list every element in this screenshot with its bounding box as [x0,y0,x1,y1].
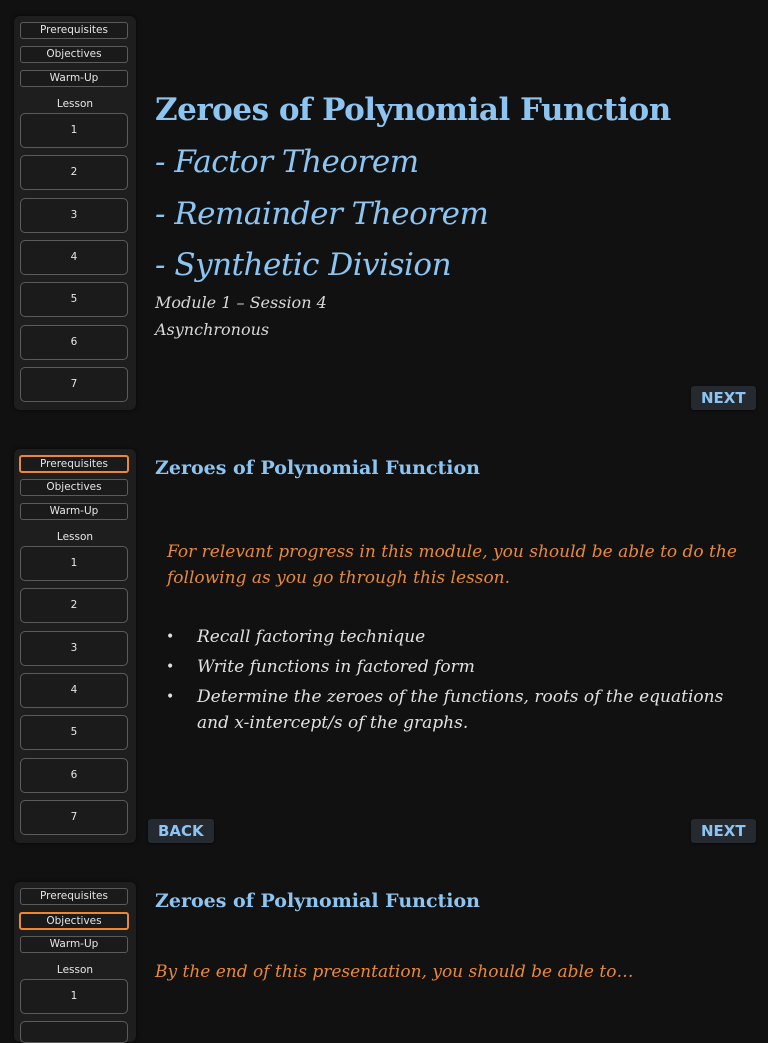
section-heading: Zeroes of Polynomial Function [155,457,480,479]
lesson-label: Lesson [56,964,94,976]
next-button[interactable]: NEXT [691,386,756,410]
bullet-icon: • [166,629,175,645]
nav-objectives-button[interactable]: Objectives [20,479,128,496]
sidebar-nav [14,882,136,1042]
section-heading: Zeroes of Polynomial Function [155,890,480,912]
nav-prerequisites-button[interactable]: Prerequisites [20,888,128,905]
module-session-text: Module 1 – Session 4 [155,293,327,312]
lesson-7-button[interactable]: 7 [20,800,128,835]
lesson-2-button[interactable] [20,1021,128,1043]
sidebar-nav [14,449,136,843]
lesson-5-button[interactable]: 5 [20,282,128,317]
lesson-6-button[interactable]: 6 [20,325,128,360]
nav-warmup-button[interactable]: Warm-Up [20,70,128,87]
subtitle-remainder-theorem: - Remainder Theorem [155,196,489,232]
sidebar-nav [14,16,136,410]
prerequisites-intro: For relevant progress in this module, you should be able to do the following as you go through this lesson. [167,542,737,588]
lesson-2-button[interactable]: 2 [20,155,128,190]
slide-title [0,0,768,433]
list-item: • Recall factoring technique [166,624,746,650]
delivery-mode-text: Asynchronous [155,320,270,339]
nav-prerequisites-button[interactable]: Prerequisites [20,22,128,39]
list-item: • Determine the zeroes of the functions, roots of the equations and x-intercept/s of the graphs. [166,684,746,736]
slide-title-heading: Zeroes of Polynomial Function [155,92,671,128]
nav-warmup-button[interactable]: Warm-Up [20,503,128,520]
next-button[interactable]: NEXT [691,819,756,843]
lesson-7-button[interactable]: 7 [20,367,128,402]
nav-objectives-button[interactable]: Objectives [20,46,128,63]
lesson-3-button[interactable]: 3 [20,631,128,666]
list-item: • Write functions in factored form [166,654,746,680]
nav-prerequisites-button[interactable]: Prerequisites [19,455,129,473]
slide-objectives [0,866,768,1024]
lesson-1-button[interactable]: 1 [20,546,128,581]
objectives-intro: By the end of this presentation, you should be able to… [155,962,634,982]
subtitle-factor-theorem: - Factor Theorem [155,144,419,180]
nav-warmup-button[interactable]: Warm-Up [20,936,128,953]
lesson-4-button[interactable]: 4 [20,240,128,275]
lesson-5-button[interactable]: 5 [20,715,128,750]
bullet-icon: • [166,689,175,705]
lesson-4-button[interactable]: 4 [20,673,128,708]
nav-objectives-button[interactable]: Objectives [19,912,129,930]
lesson-label: Lesson [56,531,94,543]
bullet-icon: • [166,659,175,675]
back-button[interactable]: BACK [148,819,214,843]
lesson-3-button[interactable]: 3 [20,198,128,233]
lesson-1-button[interactable]: 1 [20,979,128,1014]
prerequisites-list [166,624,746,740]
subtitle-synthetic-division: - Synthetic Division [155,247,452,283]
lesson-label: Lesson [56,98,94,110]
lesson-2-button[interactable]: 2 [20,588,128,623]
lesson-1-button[interactable]: 1 [20,113,128,148]
lesson-6-button[interactable]: 6 [20,758,128,793]
slide-prerequisites [0,433,768,866]
